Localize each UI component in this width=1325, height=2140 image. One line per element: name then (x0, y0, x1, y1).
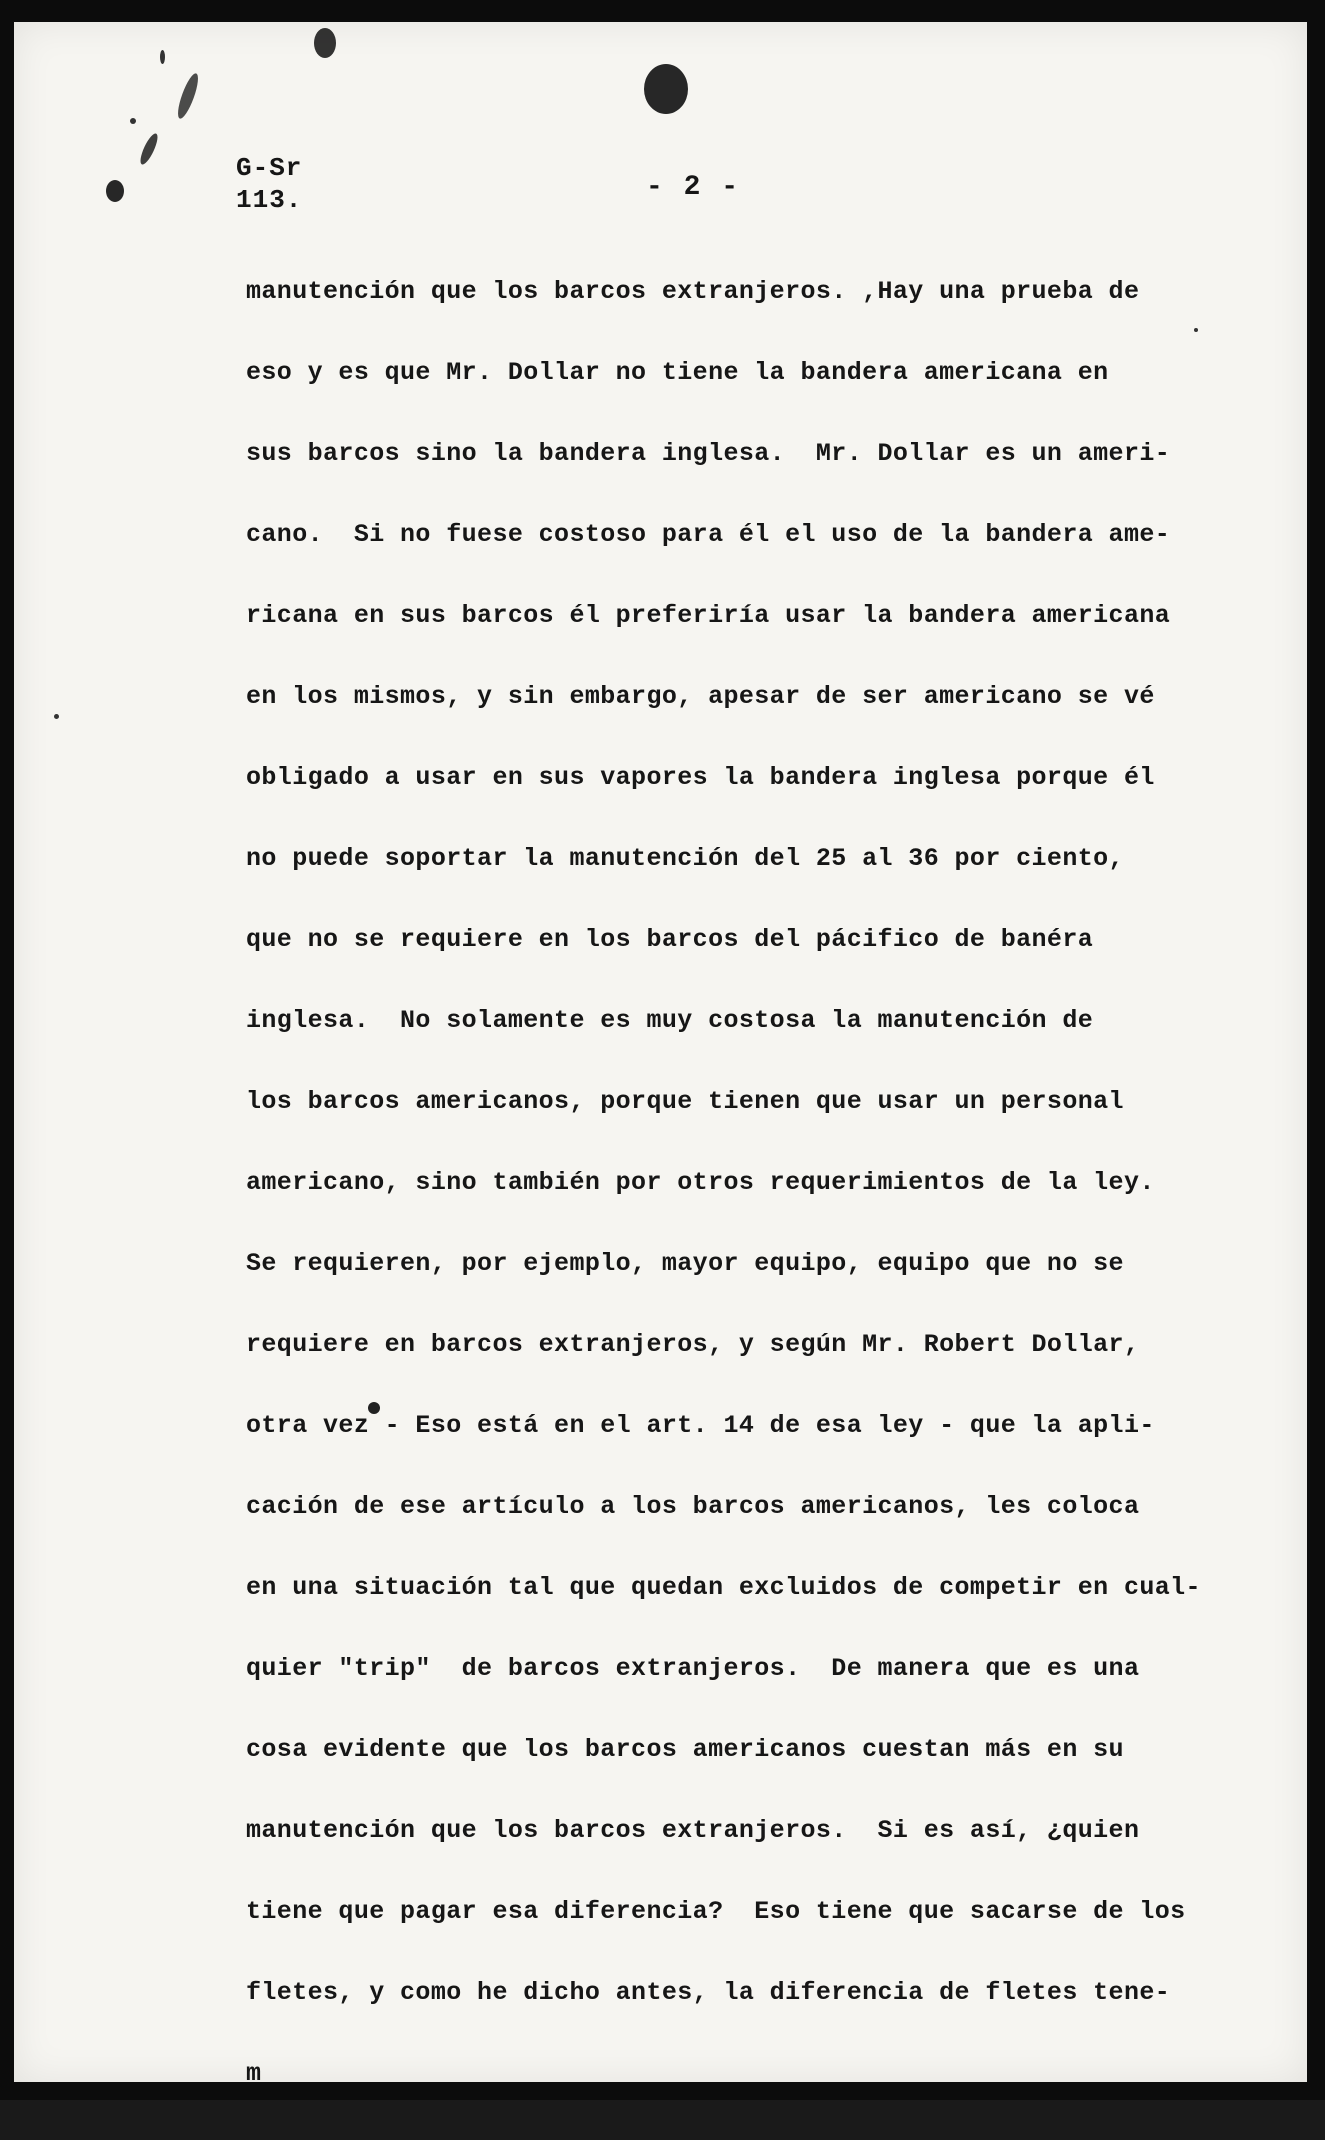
body-line: cano. Si no fuese costoso para él el uso de la bandera ame- (246, 520, 1171, 549)
body-line: sus barcos sino la bandera inglesa. Mr. Dollar es un ameri- (246, 439, 1171, 468)
document-sheet (14, 22, 1307, 2088)
body-line: Se requieren, por ejemplo, mayor equipo, equipo que no se (246, 1249, 1124, 1278)
speck-2 (130, 118, 136, 124)
body-line: obligado a usar en sus vapores la bandera inglesa porque él (246, 763, 1155, 792)
body-line: m (246, 2059, 262, 2088)
body-line: quier "trip" de barcos extranjeros. De manera que es una (246, 1654, 1140, 1683)
body-line: manutención que los barcos extranjeros. Si es así, ¿quien (246, 1816, 1140, 1845)
body-line: fletes, y como he dicho antes, la diferencia de fletes tene- (246, 1978, 1171, 2007)
body-line: en una situación tal que quedan excluidos de competir en cual- (246, 1573, 1201, 1602)
file-code-line-2: 113. (236, 185, 303, 215)
page-number: - 2 - (646, 172, 741, 203)
body-text (246, 277, 1246, 2140)
file-code (236, 152, 302, 216)
body-line: cación de ese artículo a los barcos americanos, les coloca (246, 1492, 1140, 1521)
body-line: inglesa. No solamente es muy costosa la manutención de (246, 1006, 1094, 1035)
ink-blot-left-2 (137, 131, 160, 166)
ink-blot-left-3 (174, 71, 202, 120)
ink-blot-left-1 (106, 180, 124, 202)
body-line: otra vez - Eso está en el art. 14 de esa ley - que la apli- (246, 1411, 1155, 1440)
ink-blot-top-center (644, 64, 688, 114)
body-line: americano, sino también por otros requerimientos de la ley. (246, 1168, 1155, 1197)
body-line: requiere en barcos extranjeros, y según Mr. Robert Dollar, (246, 1330, 1140, 1359)
body-line: los barcos americanos, porque tienen que usar un personal (246, 1087, 1124, 1116)
ink-blot-top-mid (314, 28, 336, 58)
speck-4 (54, 714, 59, 719)
body-line: en los mismos, y sin embargo, apesar de ser americano se vé (246, 682, 1155, 711)
body-line: cosa evidente que los barcos americanos cuestan más en su (246, 1735, 1124, 1764)
body-line: manutención que los barcos extranjeros. ,Hay una prueba de (246, 277, 1140, 306)
body-line: que no se requiere en los barcos del pácifico de banéra (246, 925, 1094, 954)
body-line: no puede soportar la manutención del 25 al 36 por ciento, (246, 844, 1124, 873)
body-line: tiene que pagar esa diferencia? Eso tiene que sacarse de los (246, 1897, 1186, 1926)
speck-1 (160, 50, 165, 64)
body-line: ricana en sus barcos él preferiría usar la bandera americana (246, 601, 1171, 630)
file-code-line-1: G-Sr (236, 153, 303, 183)
body-line: eso y es que Mr. Dollar no tiene la bandera americana en (246, 358, 1109, 387)
